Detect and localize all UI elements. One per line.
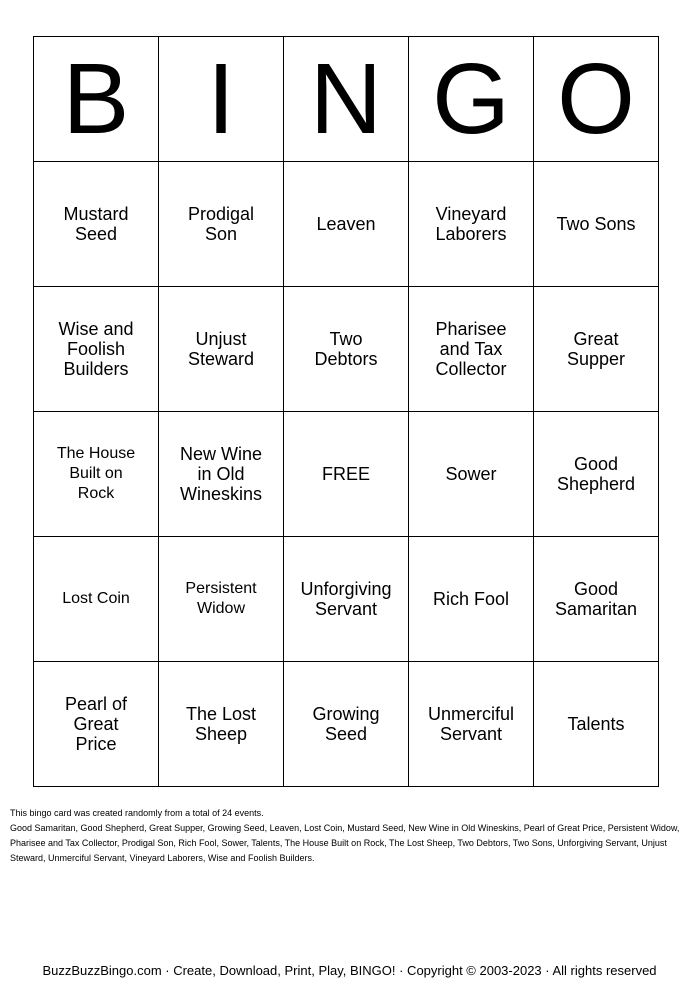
bingo-cell[interactable]: Two Debtors xyxy=(284,287,409,412)
bingo-cell[interactable]: Good Samaritan xyxy=(534,537,659,662)
bingo-cell[interactable]: Great Supper xyxy=(534,287,659,412)
bingo-cell[interactable]: The House Built on Rock xyxy=(34,412,159,537)
bingo-cell[interactable]: Prodigal Son xyxy=(159,162,284,287)
bingo-header-row xyxy=(34,37,659,162)
bingo-cell[interactable]: New Wine in Old Wineskins xyxy=(159,412,284,537)
bingo-cell[interactable]: Talents xyxy=(534,662,659,787)
bingo-cell[interactable]: Persistent Widow xyxy=(159,537,284,662)
bingo-header-letter: N xyxy=(284,37,409,162)
bingo-cell[interactable]: Unjust Steward xyxy=(159,287,284,412)
bingo-cell[interactable]: Two Sons xyxy=(534,162,659,287)
card-info-note xyxy=(10,806,690,866)
bingo-cell[interactable]: Unforgiving Servant xyxy=(284,537,409,662)
event-list: Good Samaritan, Good Shepherd, Great Supper, Growing Seed, Leaven, Lost Coin, Mustard Seed, New Wine in Old Wineskins, Pearl of Great Price, Persistent Widow, Pharisee and Tax Collector, Prodigal Son, Rich Fool, Sower, Talents, The House Built on Rock, The Lost Sheep, Two Debtors, Two Sons, Unforgiving Servant, Unjust Steward, Unmerciful Servant, Vineyard Laborers, Wise and Foolish Builders. xyxy=(10,823,680,863)
bingo-row xyxy=(34,537,659,662)
bingo-header-letter: I xyxy=(159,37,284,162)
bingo-cell[interactable]: Growing Seed xyxy=(284,662,409,787)
site-footer: BuzzBuzzBingo.com · Create, Download, Print, Play, BINGO! · Copyright © 2003-2023 · All rights reserved xyxy=(42,963,657,978)
bingo-cell[interactable]: Leaven xyxy=(284,162,409,287)
bingo-cell[interactable]: Mustard Seed xyxy=(34,162,159,287)
bingo-row xyxy=(34,287,659,412)
bingo-header-letter: O xyxy=(534,37,659,162)
bingo-cell[interactable]: Lost Coin xyxy=(34,537,159,662)
bingo-cell[interactable]: Sower xyxy=(409,412,534,537)
bingo-card xyxy=(33,36,659,787)
bingo-row xyxy=(34,412,659,537)
bingo-cell[interactable]: Pharisee and Tax Collector xyxy=(409,287,534,412)
bingo-cell[interactable]: Wise and Foolish Builders xyxy=(34,287,159,412)
bingo-cell[interactable]: Unmerciful Servant xyxy=(409,662,534,787)
bingo-free-space[interactable]: FREE xyxy=(284,412,409,537)
bingo-header-letter: G xyxy=(409,37,534,162)
card-generation-note: This bingo card was created randomly from a total of 24 events. xyxy=(10,808,264,818)
bingo-row xyxy=(34,662,659,787)
bingo-cell[interactable]: Pearl of Great Price xyxy=(34,662,159,787)
bingo-cell[interactable]: Vineyard Laborers xyxy=(409,162,534,287)
bingo-row xyxy=(34,162,659,287)
bingo-cell[interactable]: Good Shepherd xyxy=(534,412,659,537)
bingo-cell[interactable]: Rich Fool xyxy=(409,537,534,662)
bingo-header-letter: B xyxy=(34,37,159,162)
bingo-cell[interactable]: The Lost Sheep xyxy=(159,662,284,787)
